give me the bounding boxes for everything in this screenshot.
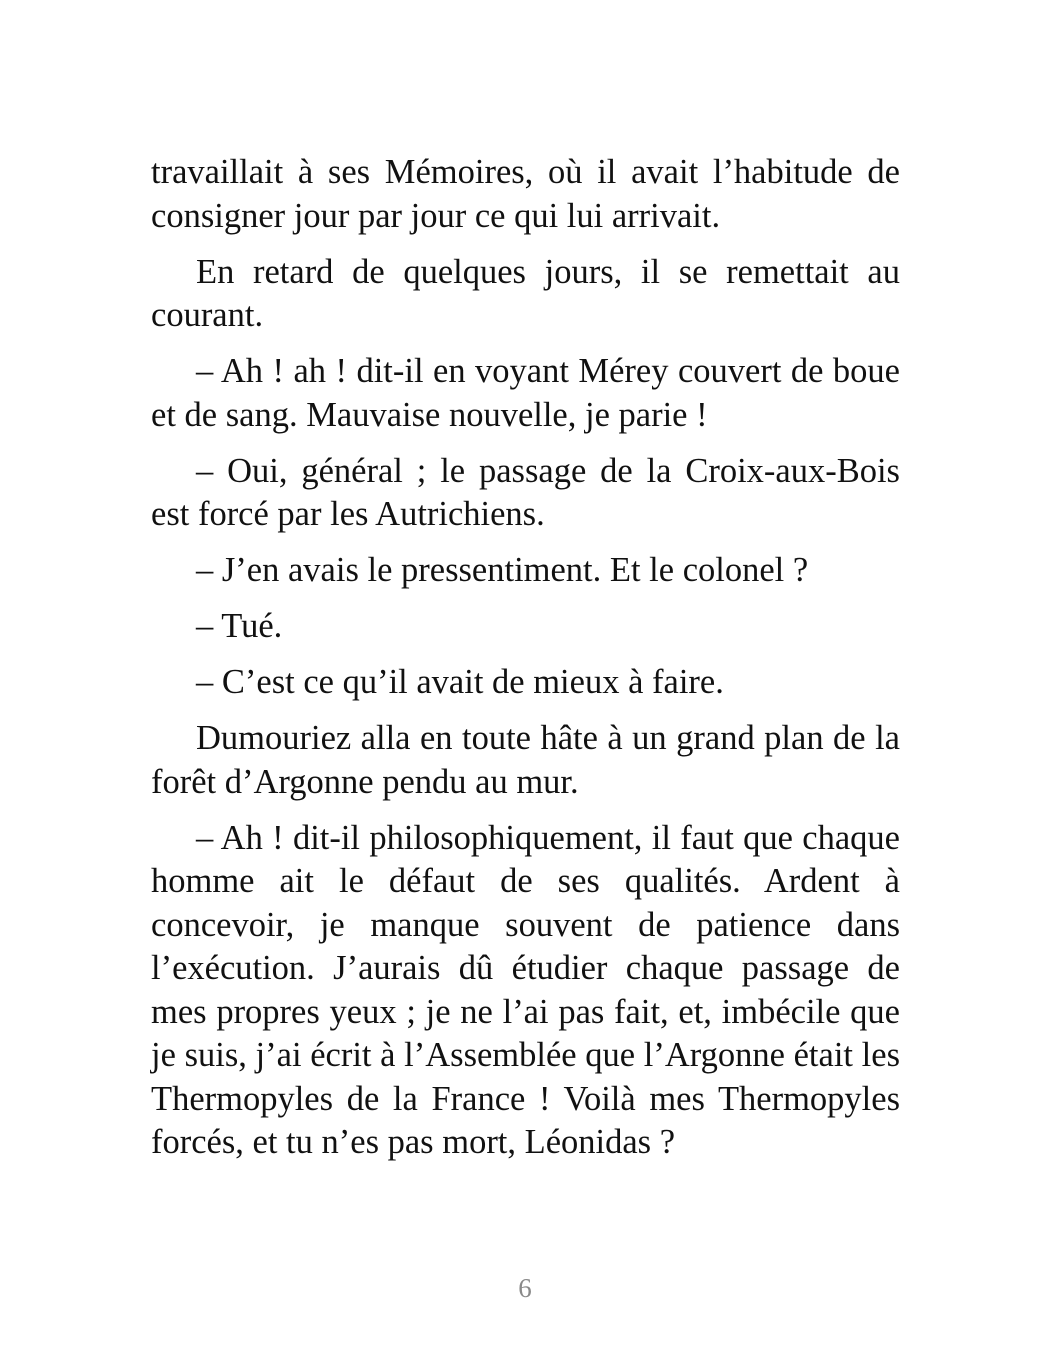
paragraph: Dumouriez alla en toute hâte à un grand plan de la forêt d’Argonne pendu au mur.: [151, 719, 900, 801]
dialogue-line: – Ah ! ah ! dit-il en voyant Mérey couvert de boue et de sang. Mauvaise nouvelle, je parie !: [151, 352, 900, 434]
paragraph-continuation: travaillait à ses Mémoires, où il avait l’habitude de consigner jour par jour ce qui lui arrivait.: [151, 153, 900, 235]
paragraph: En retard de quelques jours, il se remettait au courant.: [151, 252, 900, 334]
body-text: [151, 151, 900, 1177]
dialogue-line: – J’en avais le pressentiment. Et le colonel ?: [196, 551, 809, 589]
dialogue-line: – Oui, général ; le passage de la Croix-aux-Bois est forcé par les Autrichiens.: [151, 451, 900, 533]
dialogue-line: – C’est ce qu’il avait de mieux à faire.: [196, 663, 724, 701]
page-number: 6: [518, 1273, 532, 1303]
dialogue-line: – Tué.: [196, 607, 283, 645]
dialogue-line: – Ah ! dit-il philosophiquement, il faut que chaque homme ait le défaut de ses qualités. Ardent à concevoir, je manque souvent de patience dans l’exécution. J’aurais dû étudier chaque passage de mes propres yeux ; je ne l’ai pas fait, et, imbécile que je suis, j’ai écrit à l’Assemblée que l’Argonne était les Thermopyles de la France ! Voilà mes Thermopyles forcés, et tu n’es pas mort, Léonidas ?: [151, 818, 900, 1161]
